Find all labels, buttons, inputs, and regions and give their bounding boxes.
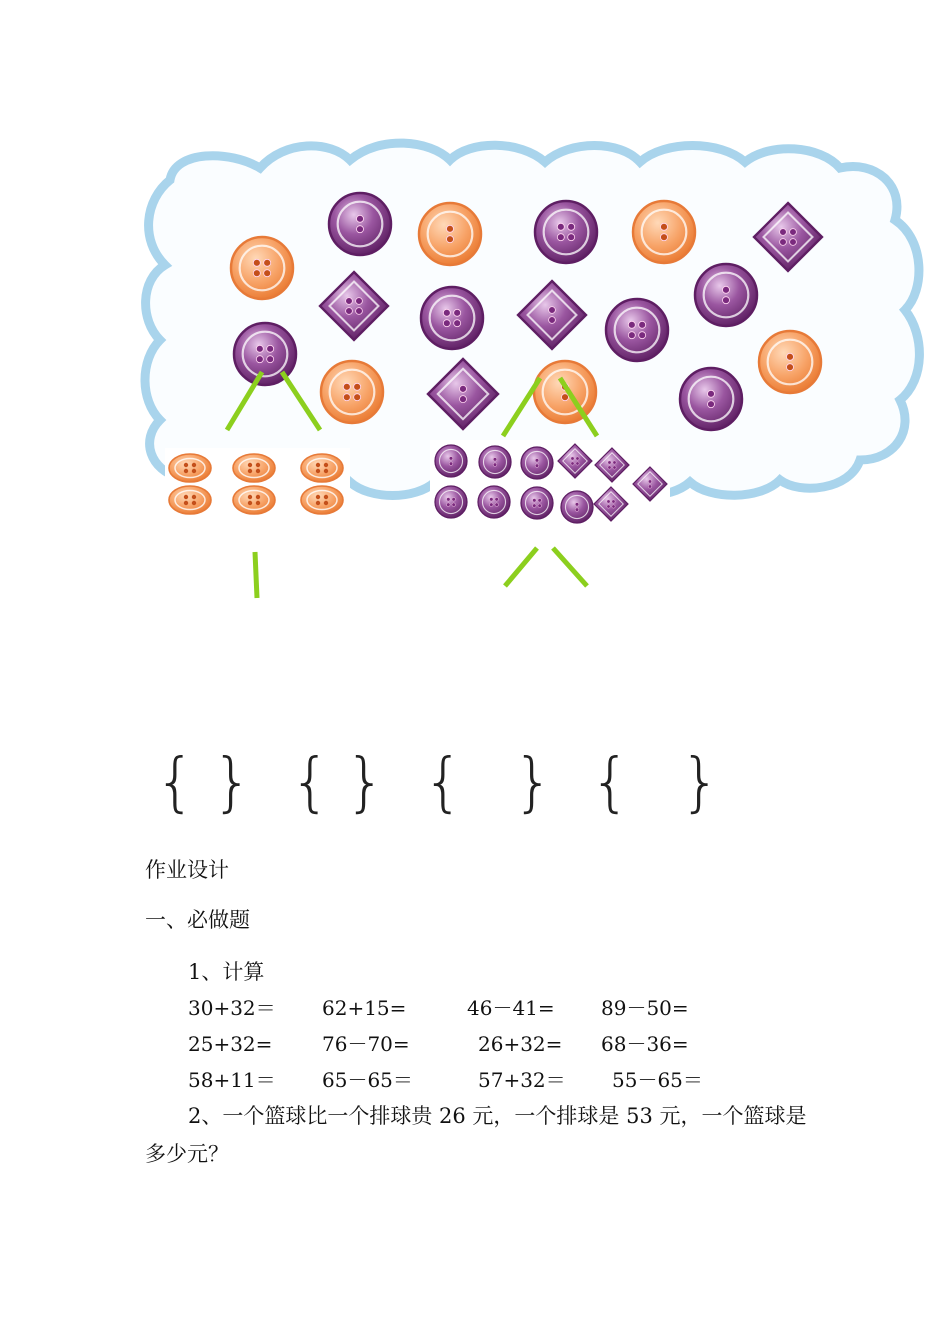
- equation: 30+32＝: [188, 996, 276, 1020]
- purple-round-button-icon: [680, 368, 742, 430]
- purple-round-button-icon: [479, 446, 511, 478]
- purple-round-button-icon: [521, 447, 553, 479]
- equation: 55－65＝: [612, 1068, 703, 1092]
- button-sorting-figure: [0, 0, 950, 620]
- sorting-line: [505, 548, 537, 586]
- orange-round-button-icon: [233, 486, 275, 514]
- equation: 57+32＝: [478, 1068, 566, 1092]
- orange-round-button-icon: [321, 361, 383, 423]
- orange-round-button-icon: [233, 454, 275, 482]
- purple-round-button-icon: [421, 287, 483, 349]
- sorting-line: [255, 552, 257, 598]
- equation: 46－41=: [467, 996, 555, 1020]
- purple-round-button-icon: [521, 487, 553, 519]
- section-heading: 一、必做题: [145, 908, 250, 932]
- purple-round-button-icon: [329, 193, 391, 255]
- homework-title: 作业设计: [145, 858, 229, 882]
- purple-round-button-icon: [606, 299, 668, 361]
- equation: 62+15=: [322, 996, 407, 1020]
- equation: 89－50=: [601, 996, 689, 1020]
- question-2-text: 2、一个篮球比一个排球贵 26 元，一个排球是 53 元，一个篮球是: [188, 1104, 807, 1128]
- answer-braces: [0, 748, 950, 828]
- orange-round-button-icon: [419, 203, 481, 265]
- purple-round-button-icon: [561, 491, 593, 523]
- purple-round-button-icon: [535, 201, 597, 263]
- equation: 65－65＝: [322, 1068, 413, 1092]
- equation: 76－70=: [322, 1032, 410, 1056]
- orange-round-button-icon: [169, 454, 211, 482]
- equation: 26+32=: [478, 1032, 563, 1056]
- question-2-text-cont: 多少元？: [145, 1142, 229, 1166]
- curly-brace-icon: {: [290, 746, 331, 820]
- curly-brace-icon: }: [212, 746, 253, 820]
- sorting-line: [553, 548, 587, 586]
- equation: 58+11＝: [188, 1068, 276, 1092]
- orange-round-button-icon: [169, 486, 211, 514]
- question-1-label: 1、计算: [188, 960, 265, 984]
- purple-round-button-icon: [435, 445, 467, 477]
- orange-round-button-icon: [534, 361, 596, 423]
- orange-round-button-icon: [633, 201, 695, 263]
- purple-round-button-icon: [435, 486, 467, 518]
- equation: 68－36=: [601, 1032, 689, 1056]
- orange-round-button-icon: [231, 237, 293, 299]
- curly-brace-icon: }: [345, 746, 386, 820]
- curly-brace-icon: {: [423, 746, 464, 820]
- purple-round-button-icon: [478, 486, 510, 518]
- purple-round-button-icon: [695, 264, 757, 326]
- curly-brace-icon: }: [513, 746, 554, 820]
- orange-round-button-icon: [759, 331, 821, 393]
- curly-brace-icon: {: [155, 746, 196, 820]
- orange-round-button-icon: [301, 486, 343, 514]
- equation: 25+32=: [188, 1032, 273, 1056]
- curly-brace-icon: {: [590, 746, 631, 820]
- curly-brace-icon: }: [680, 746, 721, 820]
- orange-round-button-icon: [301, 454, 343, 482]
